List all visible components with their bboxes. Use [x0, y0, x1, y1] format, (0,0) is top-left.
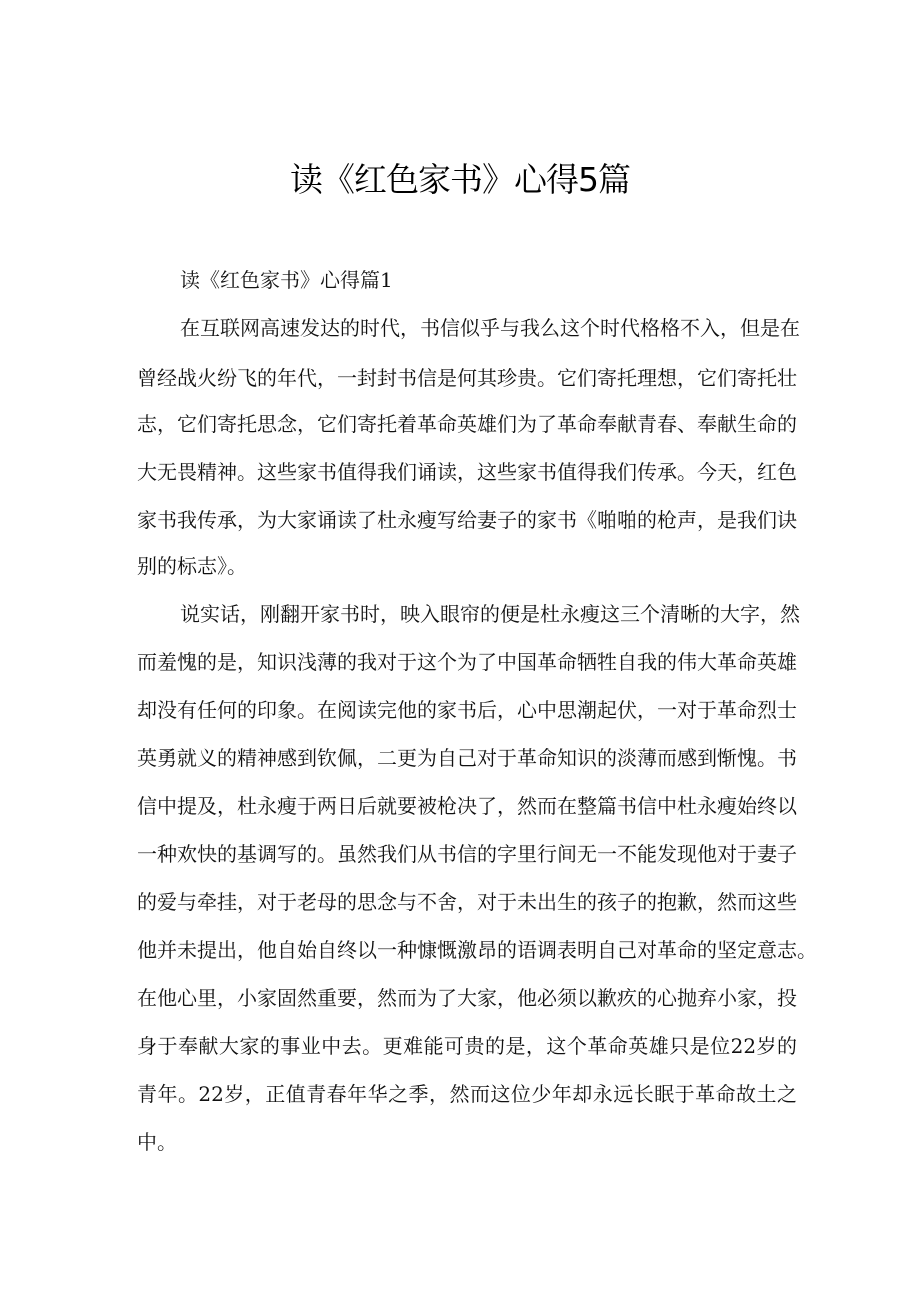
paragraph-line: 身于奉献大家的事业中去。更难能可贵的是，这个革命英雄只是位22岁的	[137, 1034, 797, 1058]
paragraph-line: 曾经战火纷飞的年代，一封封书信是何其珍贵。它们寄托理想，它们寄托壮	[137, 366, 797, 390]
paragraph-line: 在他心里，小家固然重要，然而为了大家，他必须以歉疚的心抛弃小家，投	[137, 986, 797, 1010]
paragraph-line: 的爱与牵挂，对于老母的思念与不舍，对于未出生的孩子的抱歉，然而这些	[137, 890, 797, 914]
paragraph-line: 而羞愧的是，知识浅薄的我对于这个为了中国革命牺牲自我的伟大革命英雄	[137, 650, 797, 674]
paragraph-line: 说实话，刚翻开家书时，映入眼帘的便是杜永瘦这三个清晰的大字，然	[180, 602, 800, 626]
paragraph-line: 在互联网高速发达的时代，书信似乎与我么这个时代格格不入，但是在	[180, 316, 800, 340]
paragraph-line: 他并未提出，他自始自终以一种慷慨激昂的语调表明自己对革命的坚定意志。	[137, 938, 817, 962]
page-title: 读《红色家书》心得5篇	[290, 160, 630, 199]
paragraph-line: 大无畏精神。这些家书值得我们诵读，这些家书值得我们传承。今天，红色	[137, 460, 797, 484]
paragraph-line: 青年。22岁，正值青春年华之季，然而这位少年却永远长眠于革命故土之	[137, 1082, 797, 1106]
paragraph-line: 家书我传承，为大家诵读了杜永瘦写给妻子的家书《啪啪的枪声，是我们诀	[137, 508, 797, 532]
paragraph-line: 中。	[137, 1130, 177, 1154]
paragraph-line: 英勇就义的精神感到钦佩，二更为自己对于革命知识的淡薄而感到惭愧。书	[137, 746, 797, 770]
paragraph-line: 别的标志》。	[137, 554, 247, 578]
paragraph-line: 信中提及，杜永瘦于两日后就要被枪决了，然而在整篇书信中杜永瘦始终以	[137, 794, 797, 818]
paragraph-line: 一种欢快的基调写的。虽然我们从书信的字里行间无一不能发现他对于妻子	[137, 842, 797, 866]
paragraph-line: 却没有任何的印象。在阅读完他的家书后，心中思潮起伏，一对于革命烈士	[137, 698, 797, 722]
section-heading: 读《红色家书》心得篇1	[180, 268, 393, 292]
paragraph-line: 志，它们寄托思念，它们寄托着革命英雄们为了革命奉献青春、奉献生命的	[137, 412, 797, 436]
